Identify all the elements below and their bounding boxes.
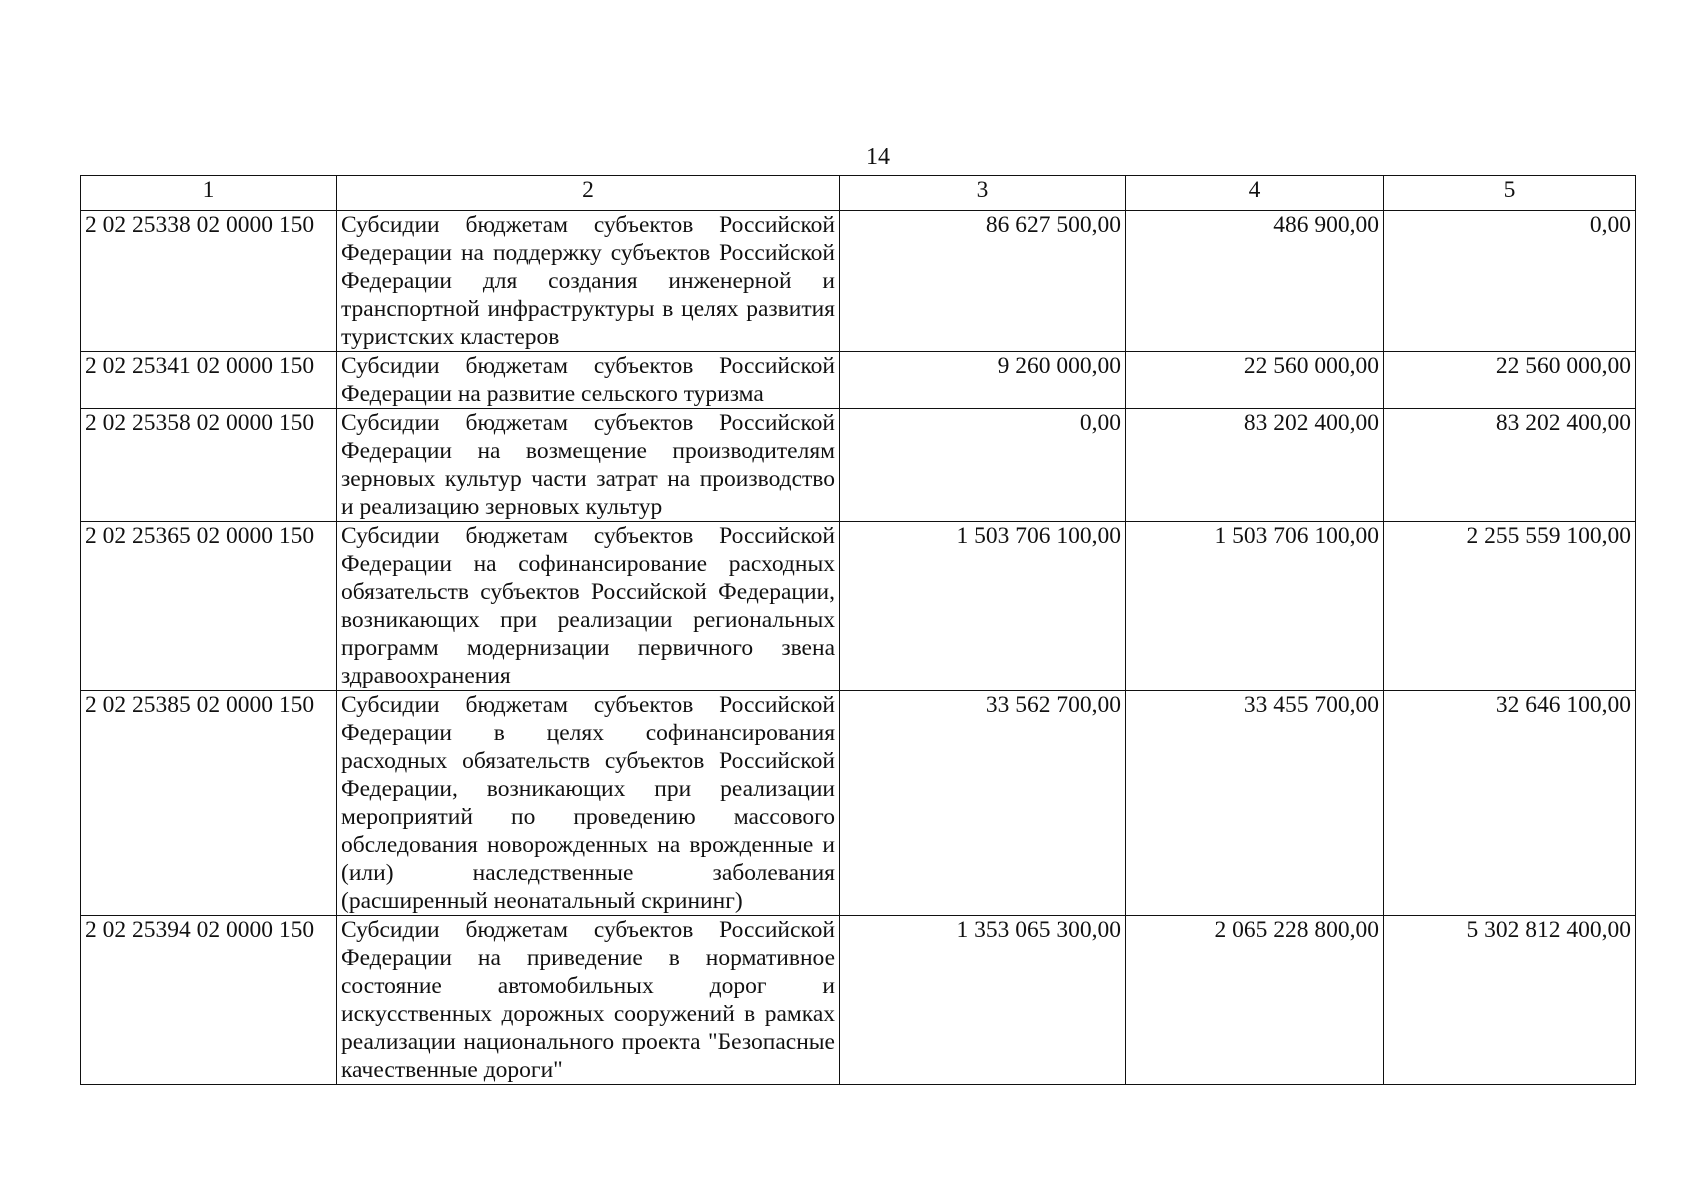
- header-col-3: 3: [840, 176, 1126, 211]
- row-value-col-5: 22 560 000,00: [1384, 352, 1636, 409]
- row-value-col-4: 486 900,00: [1126, 211, 1384, 352]
- row-value-col-4: 83 202 400,00: [1126, 409, 1384, 522]
- page-number-text: 14: [866, 144, 890, 170]
- header-col-2: 2: [337, 176, 840, 211]
- row-code: 2 02 25385 02 0000 150: [81, 691, 337, 916]
- row-value-col-3: 86 627 500,00: [840, 211, 1126, 352]
- row-value-col-3: 1 353 065 300,00: [840, 916, 1126, 1085]
- page-number: [0, 143, 1698, 171]
- row-value-col-5: 5 302 812 400,00: [1384, 916, 1636, 1085]
- header-col-5: 5: [1384, 176, 1636, 211]
- table-row: [81, 352, 1636, 409]
- row-value-col-4: 33 455 700,00: [1126, 691, 1384, 916]
- row-description: Субсидии бюджетам субъектов Российской Федерации на приведение в нормативное состояние автомобильных дорог и искусственных дорожных сооружений в рамках реализации национального проекта "Безопасные качественные дороги": [337, 916, 840, 1085]
- table-row: [81, 409, 1636, 522]
- row-description: Субсидии бюджетам субъектов Российской Федерации на развитие сельского туризма: [337, 352, 840, 409]
- table-header-row: [81, 176, 1636, 211]
- table-row: [81, 522, 1636, 691]
- row-value-col-5: 2 255 559 100,00: [1384, 522, 1636, 691]
- header-col-4: 4: [1126, 176, 1384, 211]
- row-code: 2 02 25338 02 0000 150: [81, 211, 337, 352]
- row-code: 2 02 25358 02 0000 150: [81, 409, 337, 522]
- row-value-col-5: 0,00: [1384, 211, 1636, 352]
- row-code: 2 02 25341 02 0000 150: [81, 352, 337, 409]
- table-row: [81, 691, 1636, 916]
- budget-table: [80, 175, 1636, 1085]
- row-value-col-5: 83 202 400,00: [1384, 409, 1636, 522]
- row-value-col-4: 2 065 228 800,00: [1126, 916, 1384, 1085]
- row-value-col-3: 1 503 706 100,00: [840, 522, 1126, 691]
- row-value-col-3: 9 260 000,00: [840, 352, 1126, 409]
- row-value-col-3: 0,00: [840, 409, 1126, 522]
- row-code: 2 02 25365 02 0000 150: [81, 522, 337, 691]
- row-value-col-5: 32 646 100,00: [1384, 691, 1636, 916]
- row-value-col-3: 33 562 700,00: [840, 691, 1126, 916]
- row-value-col-4: 22 560 000,00: [1126, 352, 1384, 409]
- row-code: 2 02 25394 02 0000 150: [81, 916, 337, 1085]
- table-row: [81, 916, 1636, 1085]
- row-description: Субсидии бюджетам субъектов Российской Федерации на поддержку субъектов Российской Федерации для создания инженерной и транспортной инфраструктуры в целях развития туристских кластеров: [337, 211, 840, 352]
- table-row: [81, 211, 1636, 352]
- row-description: Субсидии бюджетам субъектов Российской Федерации на софинансирование расходных обязательств субъектов Российской Федерации, возникающих при реализации региональных программ модернизации первичного звена здравоохранения: [337, 522, 840, 691]
- row-value-col-4: 1 503 706 100,00: [1126, 522, 1384, 691]
- header-col-1: 1: [81, 176, 337, 211]
- row-description: Субсидии бюджетам субъектов Российской Федерации в целях софинансирования расходных обязательств субъектов Российской Федерации, возникающих при реализации мероприятий по проведению массового обследования новорожденных на врожденные и (или) наследственные заболевания (расширенный неонатальный скрининг): [337, 691, 840, 916]
- row-description: Субсидии бюджетам субъектов Российской Федерации на возмещение производителям зерновых культур части затрат на производство и реализацию зерновых культур: [337, 409, 840, 522]
